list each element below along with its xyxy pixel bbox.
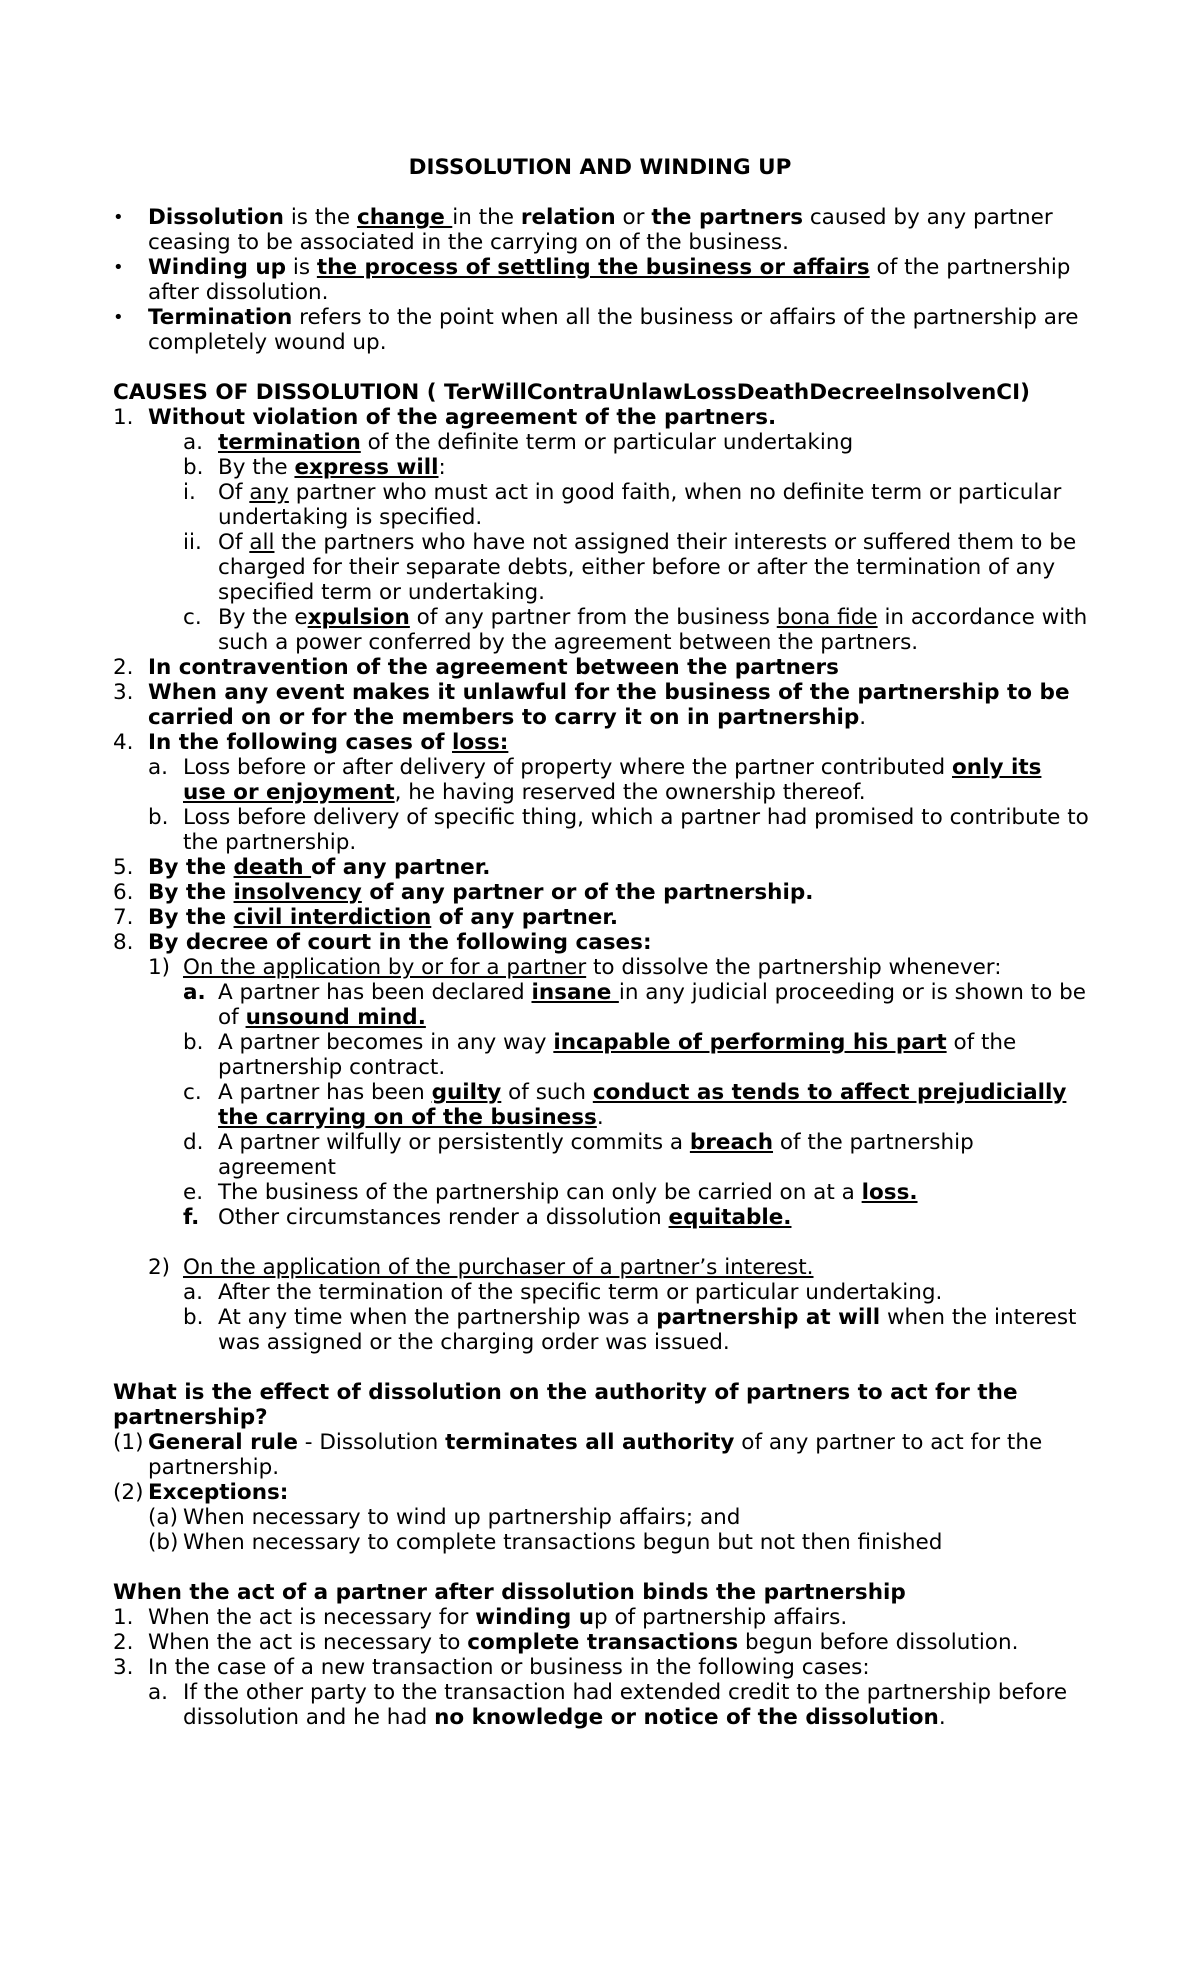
page-title: DISSOLUTION AND WINDING UP	[408, 155, 792, 180]
term: Termination	[148, 305, 293, 330]
term-emphasis: change	[356, 205, 453, 230]
bullet: •	[113, 257, 124, 278]
term: Dissolution	[148, 205, 284, 230]
term: Winding up	[148, 255, 287, 280]
document-page: DISSOLUTION AND WINDING UP • Dissolution is the change in the relation or the partners caused by any partner ceasing to be associated in the carrying on of the business. • Winding up is the process of settling the business or affairs of the partnership after dissolution. • Termination refers to the point when all the business or affairs of the partnership are completely wound up. CAUSES OF DISSOLUTION ( TerWillContraUnlawLossDeathDecreeInsolvenCI) 1. Without violation of the agreement of the partners. a. termination of the definite term or particular undertaking b. By the express will: i. Of any partner who must act in good faith, when no definite term or particular undertaking is specified. ii. Of all the partners who have not assigned their interests or suffered them to be charged for their separate debts, either before or after the termination of any specified term or undertaking. c. By the expulsion of any partner from the business bona fide in accordance with such a power conferred by the agreement between the partners. 2. In contravention of the agreement between the partners 3. When any event makes it unlawful for the business of the partnership to be carried on or for the members to carry it on in partnership. 4. In the following cases of loss: a. Loss before or after delivery of property where the partner contributed only its use or enjoyment, he having reserved the ownership thereof. b. Loss before delivery of specific thing, which a partner had promised to contribute to the partnership. 5. By the death of any partner. 6. By the insolvency of any partner or of the partnership. 7. By the civil interdiction of any partner. 8. By decree of court in the following cases: 1) On the application by or for a partner to dissolve the partnership whenever: a. A partner has been declared insane in any judicial proceeding or is shown to be of unsound mind. b. A partner becomes in any way incapable of performing his part of the partnership contract. c. A partner has been guilty of such conduct as tends to affect prejudicially the carrying on of the business. d. A partner wilfully or persistently commits a breach of the partnership agreement e. The business of the partnership can only be carried on at a loss. f. Other circumstances render a dissolution equitable. 2) On the application of the purchaser of a partner’s interest. a. After the termination of the specific term or particular undertaking. b. At any time when the partnership was a partnership at will when the interest was assigned or the charging order was issued. What is the effect of dissolution on the authority of partners to act for the partnership? (1) General rule - Dissolution terminates all authority of any partner to act for the partnership. (2) Exceptions: (a) When necessary to wind up partnership affairs; and (b) When necessary to complete transactions begun but not then finished When the act of a partner after dissolution binds the partnership 1. When the act is necessary for winding up of partnership affairs. 2. When the act is necessary to complete transactions begun before dissolution. 3. In the case of a new transaction or business in the following cases: a. If the other party to the transaction had extended credit to the partnership before dissolution and he had no knowledge or notice of the dissolution.	[0, 0, 1200, 1976]
bullet: •	[113, 307, 124, 328]
bullet: •	[113, 207, 124, 228]
